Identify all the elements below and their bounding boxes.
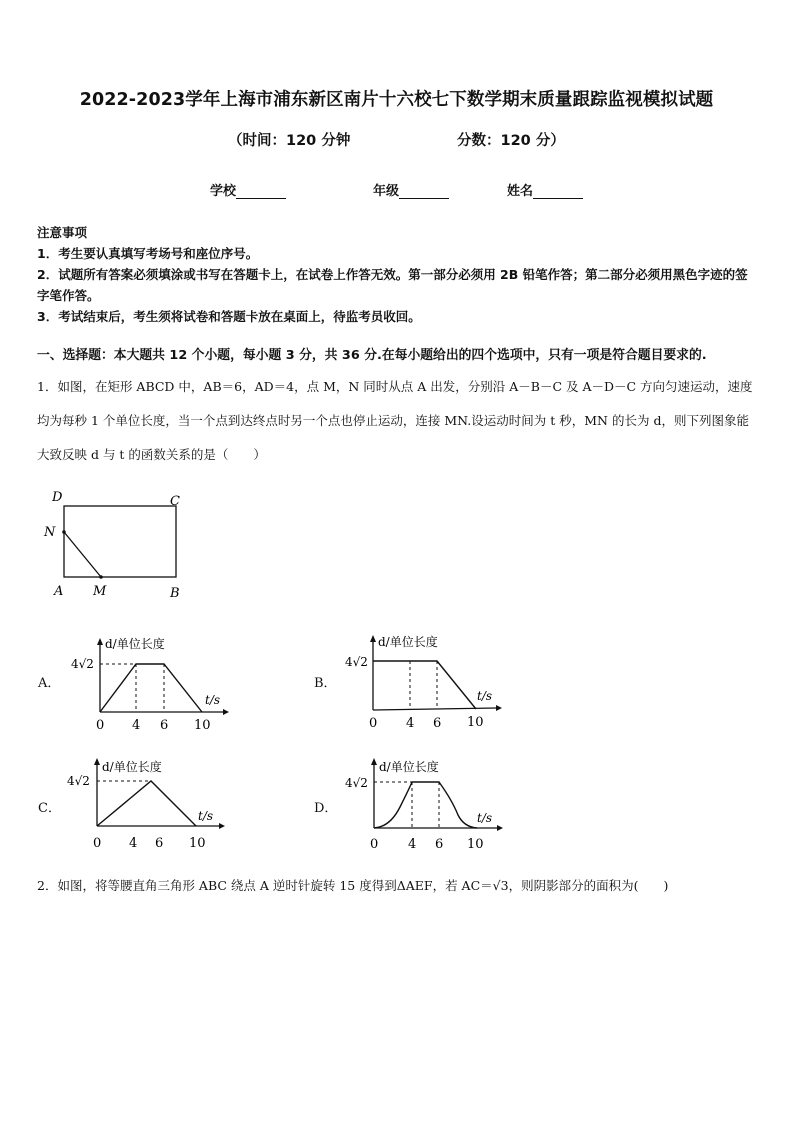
x-axis (373, 708, 496, 710)
y-value-label: 4√2 (71, 657, 94, 671)
notice-block (37, 222, 759, 327)
y-axis-arrow-icon (97, 638, 103, 645)
option-b-label[interactable]: B． (314, 676, 337, 691)
school-blank[interactable] (236, 184, 286, 199)
grade-label: 年级 (373, 184, 400, 199)
x-axis-unit: t/s (477, 811, 493, 825)
point-m-dot (99, 575, 103, 579)
name-label: 姓名 (507, 184, 534, 199)
notice-heading: 注意事项 (37, 225, 88, 240)
x-axis-arrow-icon (223, 709, 229, 715)
tick-label: 10 (467, 837, 484, 852)
label-m: M (93, 584, 107, 599)
tick-label: 4 (406, 716, 415, 731)
section-heading: 一、选择题：本大题共 12 个小题，每小题 3 分，共 36 分.在每小题给出的四个选项中，只有一项是符合题目要求的. (37, 348, 707, 363)
name-blank[interactable] (533, 184, 583, 199)
y-value-label: 4√2 (345, 776, 368, 790)
option-c-label[interactable]: C． (38, 801, 61, 816)
rectangle-figure (38, 488, 198, 603)
option-a-graph[interactable] (65, 632, 235, 737)
notice-item: 2．试题所有答案必须填涂或书写在答题卡上，在试卷上作答无效。第一部分必须用 2B 铅笔作答；第二部分必须用黑色字迹的签字笔作答。 (37, 267, 748, 303)
label-d: D (52, 490, 63, 505)
tick-label: 0 (96, 718, 105, 733)
question-2-text: 2．如图，将等腰直角三角形 ABC 绕点 A 逆时针旋转 15 度得到ΔAEF，若 AC＝√3，则阴影部分的面积为( ) (37, 878, 669, 893)
question-1-text: 1．如图，在矩形 ABCD 中，AB＝6，AD＝4，点 M，N 同时从点 A 出发，分别沿 A－B－C 及 A－D－C 方向匀速运动，速度均为每秒 1 个单位长度，当一个点到达终点时另一个点也停止运动，连接 MN.设运动时间为 t 秒，MN 的长为 d，则下列图象能大致反映 d 与 t 的函数关系的是（ ） (37, 379, 753, 462)
label-b: B (170, 586, 180, 601)
rectangle-abcd (64, 506, 176, 577)
tick-label: 4 (129, 836, 138, 851)
x-axis-arrow-icon (219, 823, 225, 829)
y-axis-arrow-icon (370, 635, 376, 642)
y-axis-label: d/单位长度 (379, 760, 439, 774)
x-axis-unit: t/s (477, 689, 493, 703)
tick-label: 6 (160, 718, 169, 733)
option-c-graph[interactable] (62, 755, 232, 860)
tick-label: 10 (467, 715, 484, 730)
option-d-label[interactable]: D． (314, 801, 338, 816)
y-axis-label: d/单位长度 (102, 760, 162, 774)
y-value-label: 4√2 (345, 655, 368, 669)
name-field (507, 180, 583, 199)
grade-field (373, 180, 449, 199)
tick-label: 0 (369, 716, 378, 731)
y-axis-label: d/单位长度 (378, 635, 438, 649)
segment-mn (64, 532, 101, 577)
x-axis-arrow-icon (497, 825, 503, 831)
option-b-graph[interactable] (340, 630, 510, 735)
exam-time: （时间：120 分钟 (228, 133, 351, 149)
option-d-graph[interactable] (340, 755, 510, 860)
y-axis-label: d/单位长度 (105, 637, 165, 651)
notice-item: 1．考生要认真填写考场号和座位序号。 (37, 246, 259, 261)
x-axis-unit: t/s (198, 809, 214, 823)
option-a-label[interactable]: A． (38, 676, 61, 691)
exam-score: 分数：120 分） (457, 133, 565, 149)
y-value-label: 4√2 (67, 774, 90, 788)
tick-label: 0 (370, 837, 379, 852)
tick-label: 0 (93, 836, 102, 851)
point-n-dot (62, 530, 66, 534)
tick-label: 10 (194, 718, 211, 733)
school-field (210, 180, 286, 199)
y-axis-arrow-icon (371, 758, 377, 765)
label-n: N (44, 525, 56, 540)
tick-label: 6 (433, 716, 442, 731)
label-a: A (54, 584, 64, 599)
tick-label: 4 (132, 718, 141, 733)
tick-label: 4 (408, 837, 417, 852)
graph-curve (100, 664, 202, 712)
tick-label: 10 (189, 836, 206, 851)
grade-blank[interactable] (399, 184, 449, 199)
x-axis-arrow-icon (496, 705, 502, 711)
tick-label: 6 (155, 836, 164, 851)
page-title: 2022-2023学年上海市浦东新区南片十六校七下数学期末质量跟踪监视模拟试题 (79, 90, 714, 110)
tick-label: 6 (435, 837, 444, 852)
notice-item: 3．考试结束后，考生须将试卷和答题卡放在桌面上，待监考员收回。 (37, 309, 421, 324)
y-axis-arrow-icon (94, 758, 100, 765)
label-c: C (170, 494, 180, 509)
graph-curve (97, 781, 196, 826)
graph-curve (374, 782, 477, 828)
school-label: 学校 (210, 184, 237, 199)
graph-curve (373, 661, 476, 709)
x-axis-unit: t/s (205, 693, 221, 707)
